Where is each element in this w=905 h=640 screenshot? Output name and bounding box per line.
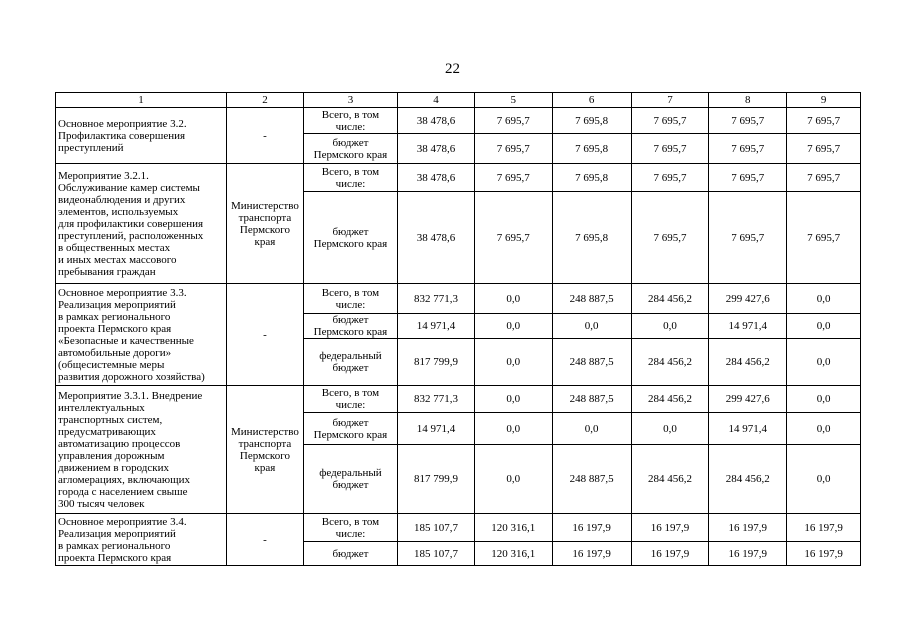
funding-source-cell: Всего, в том числе: [303,284,397,314]
value-cell: 38 478,6 [398,108,475,134]
column-header: 8 [709,93,787,108]
column-header: 5 [474,93,552,108]
column-header: 2 [227,93,304,108]
value-cell: 0,0 [474,386,552,413]
value-cell: 248 887,5 [552,386,631,413]
value-cell: 38 478,6 [398,192,475,284]
value-cell: 284 456,2 [709,445,787,514]
value-cell: 7 695,7 [474,164,552,192]
value-cell: 0,0 [787,314,861,339]
table-row [56,164,861,192]
activity-name-cell: Основное мероприятие 3.4. Реализация мероприятий в рамках регионального проекта Пермского края [56,514,227,566]
value-cell: 832 771,3 [398,386,475,413]
value-cell: 7 695,8 [552,164,631,192]
value-cell: 14 971,4 [398,314,475,339]
value-cell: 0,0 [787,413,861,445]
table-row [56,284,861,314]
value-cell: 7 695,7 [709,108,787,134]
value-cell: 284 456,2 [631,339,709,386]
value-cell: 7 695,7 [631,134,709,164]
table-body [56,108,861,566]
funding-source-cell: бюджет Пермского края [303,413,397,445]
value-cell: 832 771,3 [398,284,475,314]
value-cell: 16 197,9 [552,514,631,542]
funding-source-cell: бюджет Пермского края [303,134,397,164]
value-cell: 7 695,7 [631,164,709,192]
value-cell: 14 971,4 [709,314,787,339]
column-header: 6 [552,93,631,108]
table-row [56,108,861,134]
value-cell: 284 456,2 [631,445,709,514]
value-cell: 38 478,6 [398,164,475,192]
value-cell: 248 887,5 [552,445,631,514]
value-cell: 0,0 [474,413,552,445]
value-cell: 0,0 [787,445,861,514]
value-cell: 7 695,8 [552,134,631,164]
value-cell: 7 695,7 [631,108,709,134]
value-cell: 817 799,9 [398,339,475,386]
value-cell: 185 107,7 [398,542,475,566]
value-cell: 7 695,7 [474,134,552,164]
value-cell: 284 456,2 [709,339,787,386]
value-cell: 0,0 [631,413,709,445]
value-cell: 0,0 [787,339,861,386]
value-cell: 0,0 [787,284,861,314]
value-cell: 7 695,8 [552,192,631,284]
value-cell: 16 197,9 [709,542,787,566]
activity-name-cell: Мероприятие 3.3.1. Внедрение интеллектуальных транспортных систем, предусматривающих автоматизацию процессов управления дорожным движением в городских агломерациях, включающих города с населением свыше 300 тысяч человек [56,386,227,514]
value-cell: 185 107,7 [398,514,475,542]
column-header: 3 [303,93,397,108]
executor-cell: - [227,108,304,164]
value-cell: 38 478,6 [398,134,475,164]
value-cell: 7 695,7 [787,164,861,192]
activity-name-cell: Основное мероприятие 3.3. Реализация мероприятий в рамках регионального проекта Пермского края «Безопасные и качественные автомобильные дороги» (общесистемные меры развития дорожного хозяйства) [56,284,227,386]
column-header: 4 [398,93,475,108]
funding-source-cell: бюджет Пермского края [303,314,397,339]
funding-source-cell: Всего, в том числе: [303,386,397,413]
table-row [56,386,861,413]
value-cell: 120 316,1 [474,514,552,542]
value-cell: 16 197,9 [552,542,631,566]
funding-source-cell: Всего, в том числе: [303,108,397,134]
value-cell: 7 695,7 [631,192,709,284]
value-cell: 0,0 [787,386,861,413]
value-cell: 7 695,7 [787,134,861,164]
value-cell: 7 695,7 [787,108,861,134]
value-cell: 16 197,9 [709,514,787,542]
header-row [56,93,861,108]
value-cell: 7 695,7 [709,164,787,192]
funding-source-cell: Всего, в том числе: [303,514,397,542]
value-cell: 284 456,2 [631,386,709,413]
funding-source-cell: бюджет [303,542,397,566]
value-cell: 299 427,6 [709,386,787,413]
activity-name-cell: Мероприятие 3.2.1. Обслуживание камер системы видеонаблюдения и других элементов, используемых для профилактики совершения преступлений, расположенных в общественных местах и иных местах массового пребывания граждан [56,164,227,284]
value-cell: 14 971,4 [398,413,475,445]
value-cell: 7 695,7 [709,134,787,164]
value-cell: 7 695,7 [709,192,787,284]
budget-table [55,92,861,566]
value-cell: 0,0 [474,445,552,514]
value-cell: 14 971,4 [709,413,787,445]
value-cell: 16 197,9 [631,542,709,566]
value-cell: 817 799,9 [398,445,475,514]
column-header: 1 [56,93,227,108]
value-cell: 248 887,5 [552,339,631,386]
funding-source-cell: федеральный бюджет [303,339,397,386]
executor-cell: Министерство транспорта Пермского края [227,386,304,514]
table-row [56,514,861,542]
value-cell: 7 695,7 [787,192,861,284]
value-cell: 120 316,1 [474,542,552,566]
value-cell: 248 887,5 [552,284,631,314]
value-cell: 0,0 [631,314,709,339]
value-cell: 7 695,7 [474,108,552,134]
column-header: 7 [631,93,709,108]
funding-source-cell: бюджет Пермского края [303,192,397,284]
value-cell: 16 197,9 [787,542,861,566]
value-cell: 0,0 [552,413,631,445]
column-header: 9 [787,93,861,108]
executor-cell: - [227,284,304,386]
value-cell: 0,0 [474,284,552,314]
value-cell: 284 456,2 [631,284,709,314]
executor-cell: Министерство транспорта Пермского края [227,164,304,284]
funding-source-cell: федеральный бюджет [303,445,397,514]
page-number: 22 [445,61,460,77]
value-cell: 16 197,9 [787,514,861,542]
value-cell: 0,0 [474,339,552,386]
value-cell: 0,0 [552,314,631,339]
activity-name-cell: Основное мероприятие 3.2. Профилактика совершения преступлений [56,108,227,164]
value-cell: 16 197,9 [631,514,709,542]
value-cell: 0,0 [474,314,552,339]
executor-cell: - [227,514,304,566]
value-cell: 7 695,7 [474,192,552,284]
funding-source-cell: Всего, в том числе: [303,164,397,192]
value-cell: 7 695,8 [552,108,631,134]
value-cell: 299 427,6 [709,284,787,314]
